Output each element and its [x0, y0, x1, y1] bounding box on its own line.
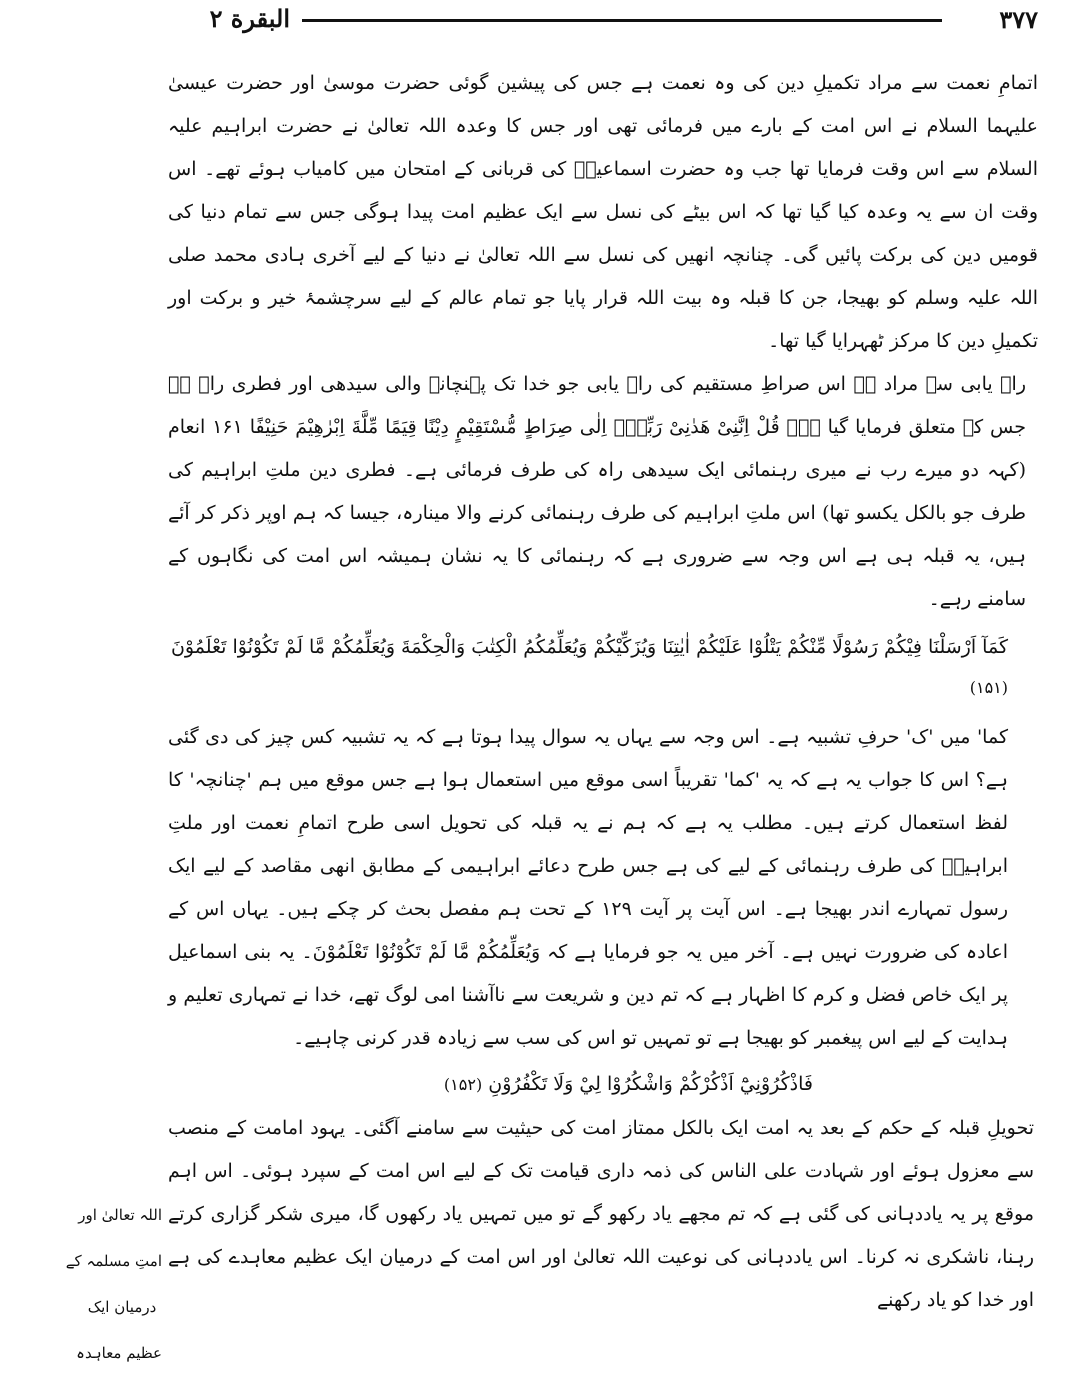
verse-152-number: (۱۵۲) — [443, 1075, 483, 1094]
paragraph-rah-yabi: راہ یابی سے مراد ہے اس صراطِ مستقیم کی راہ یابی جو خدا تک پہنچانے والی سیدھی اور فطری راہ ہے جس کے متعلق فرمایا گیا ہے۔ قُلْ اِنَّنِیْ ھَدٰنِیْ رَبِّیْۤ اِلٰی صِرَاطٍ مُّسْتَقِیْمٍ دِیْنًا قِیَمًا مِّلَّةَ اِبْرٰهِیْمَ حَنِیْفًا ۱۶۱ انعام (کہہ دو میرے رب نے میری رہنمائی ایک سیدھی راہ کی طرف فرمائی ہے۔ فطری دین ملتِ ابراہیم کی طرف جو بالکل یکسو تھا) اس ملتِ ابراہیم کی طرف رہنمائی کرنے والا مینارہ، جیسا کہ ہم اوپر ذکر کر آئے ہیں، یہ قبلہ ہی ہے اس وجہ سے ضروری ہے کہ رہنمائی کا یہ نشان ہمیشہ اس امت کی نگاہوں کے سامنے رہے۔ — [168, 373, 1027, 610]
verse-151-number: (۱۵۱) — [969, 678, 1008, 697]
margin-note: اللہ تعالیٰ اور — [78, 1206, 162, 1224]
verse-152 — [168, 1066, 1048, 1103]
page-number: ۳۷۷ — [999, 5, 1038, 34]
verse-151 — [168, 627, 1048, 708]
margin-note: عظیم معاہدہ — [76, 1344, 162, 1362]
verse-152-text: فَاذْكُرُوْنِيْٓ اَذْكُرْكُمْ وَاشْكُرُوْا لِيْ وَلَا تَكْفُرُوْنِ — [488, 1073, 813, 1095]
surah-title: البقرة ۲ — [209, 4, 290, 33]
paragraph-tahweel-qibla: تحویلِ قبلہ کے حکم کے بعد یہ امت ایک بالکل ممتاز امت کی حیثیت سے سامنے آگئی۔ یہود امامت کے منصب سے معزول ہوئے اور شہادت علی الناس کی ذمہ داری قیامت تک کے لیے اس امت کے سپرد ہوئی۔ اس اہم موقع پر یہ یاددہانی کی گئی ہے کہ تم مجھے یاد رکھو گے تو میں تمہیں یاد رکھوں گا، میری شکر گزاری کرتے رہنا، ناشکری نہ کرنا۔ اس یاددہانی کی نوعیت اللہ تعالیٰ اور اس امت کے درمیان ایک عظیم معاہدے کی ہے اور خدا کو یاد رکھنے — [168, 1117, 1034, 1311]
commentary-body — [168, 62, 1048, 1322]
margin-note: درمیان ایک — [87, 1298, 157, 1316]
verse-151-text: كَمَآ اَرْسَلْنَا فِيْكُمْ رَسُوْلًا مِّنْكُمْ يَتْلُوْا عَلَيْكُمْ اٰيٰتِنَا وَيُزَكِّيْكُمْ وَيُعَلِّمُكُمُ الْكِتٰبَ وَالْحِكْمَةَ وَيُعَلِّمُكُمْ مَّا لَمْ تَكُوْنُوْا تَعْلَمُوْنَ — [170, 636, 1008, 658]
page-header — [0, 0, 1071, 46]
header-rule — [302, 19, 942, 22]
paragraph-kama: کما' میں 'ک' حرفِ تشبیہ ہے۔ اس وجہ سے یہاں یہ سوال پیدا ہوتا ہے کہ یہ تشبیہ کس چیز کی دی گئی ہے؟ اس کا جواب یہ ہے کہ یہ 'کما' تقریباً اسی موقع میں استعمال ہوا ہے جس موقع میں ہم 'چنانچہ' کا لفظ استعمال کرتے ہیں۔ مطلب یہ ہے کہ ہم نے یہ قبلہ کی تحویل اسی طرح اتمامِ نعمت اور ملتِ ابراہیمؑ کی طرف رہنمائی کے لیے کی ہے جس طرح دعائے ابراہیمی کے مطابق انھی مقاصد کے لیے ایک رسول تمہارے اندر بھیجا ہے۔ اس آیت پر آیت ۱۲۹ کے تحت ہم مفصل بحث کر چکے ہیں۔ یہاں اس کے اعادہ کی ضرورت نہیں ہے۔ آخر میں یہ جو فرمایا ہے کہ وَیُعَلِّمُكُمْ مَّا لَمْ تَكُوْنُوْا تَعْلَمُوْنَ۔ یہ بنی اسماعیل پر ایک خاص فضل و کرم کا اظہار ہے کہ تم دین و شریعت سے ناآشنا امی لوگ تھے، خدا نے تمہاری تعلیم و ہدایت کے لیے اس پیغمبر کو بھیجا ہے تو تمہیں تو اس کی سب سے زیادہ قدر کرنی چاہیے۔ — [168, 726, 1009, 1049]
margin-note: امتِ مسلمہ کے — [65, 1252, 162, 1270]
margin-notes — [65, 1192, 162, 1376]
paragraph-itmam-nimat: اتمامِ نعمت سے مراد تکمیلِ دین کی وہ نعمت ہے جس کی پیشین گوئی حضرت موسیٰ اور حضرت عیسیٰ علیہما السلام نے اس امت کے بارے میں فرمائی تھی اور جس کا وعدہ اللہ تعالیٰ نے حضرت ابراہیم علیہ السلام سے اس وقت فرمایا تھا جب وہ حضرت اسماعیلؑ کی قربانی کے امتحان میں کامیاب ہوئے تھے۔ اس وقت ان سے یہ وعدہ کیا گیا تھا کہ اس بیٹے کی نسل سے ایک عظیم امت پیدا ہوگی جس سے تمام دنیا کی قومیں دین کی برکت پائیں گی۔ چنانچہ انھیں کی نسل سے اللہ تعالیٰ نے دنیا کے لیے آخری ہادی محمد صلی اللہ علیہ وسلم کو بھیجا، جن کا قبلہ وہ بیت اللہ قرار پایا جو تمام عالم کے لیے سرچشمۂ خیر و برکت اور تکمیلِ دین کا مرکز ٹھہرایا گیا تھا۔ — [168, 72, 1038, 352]
